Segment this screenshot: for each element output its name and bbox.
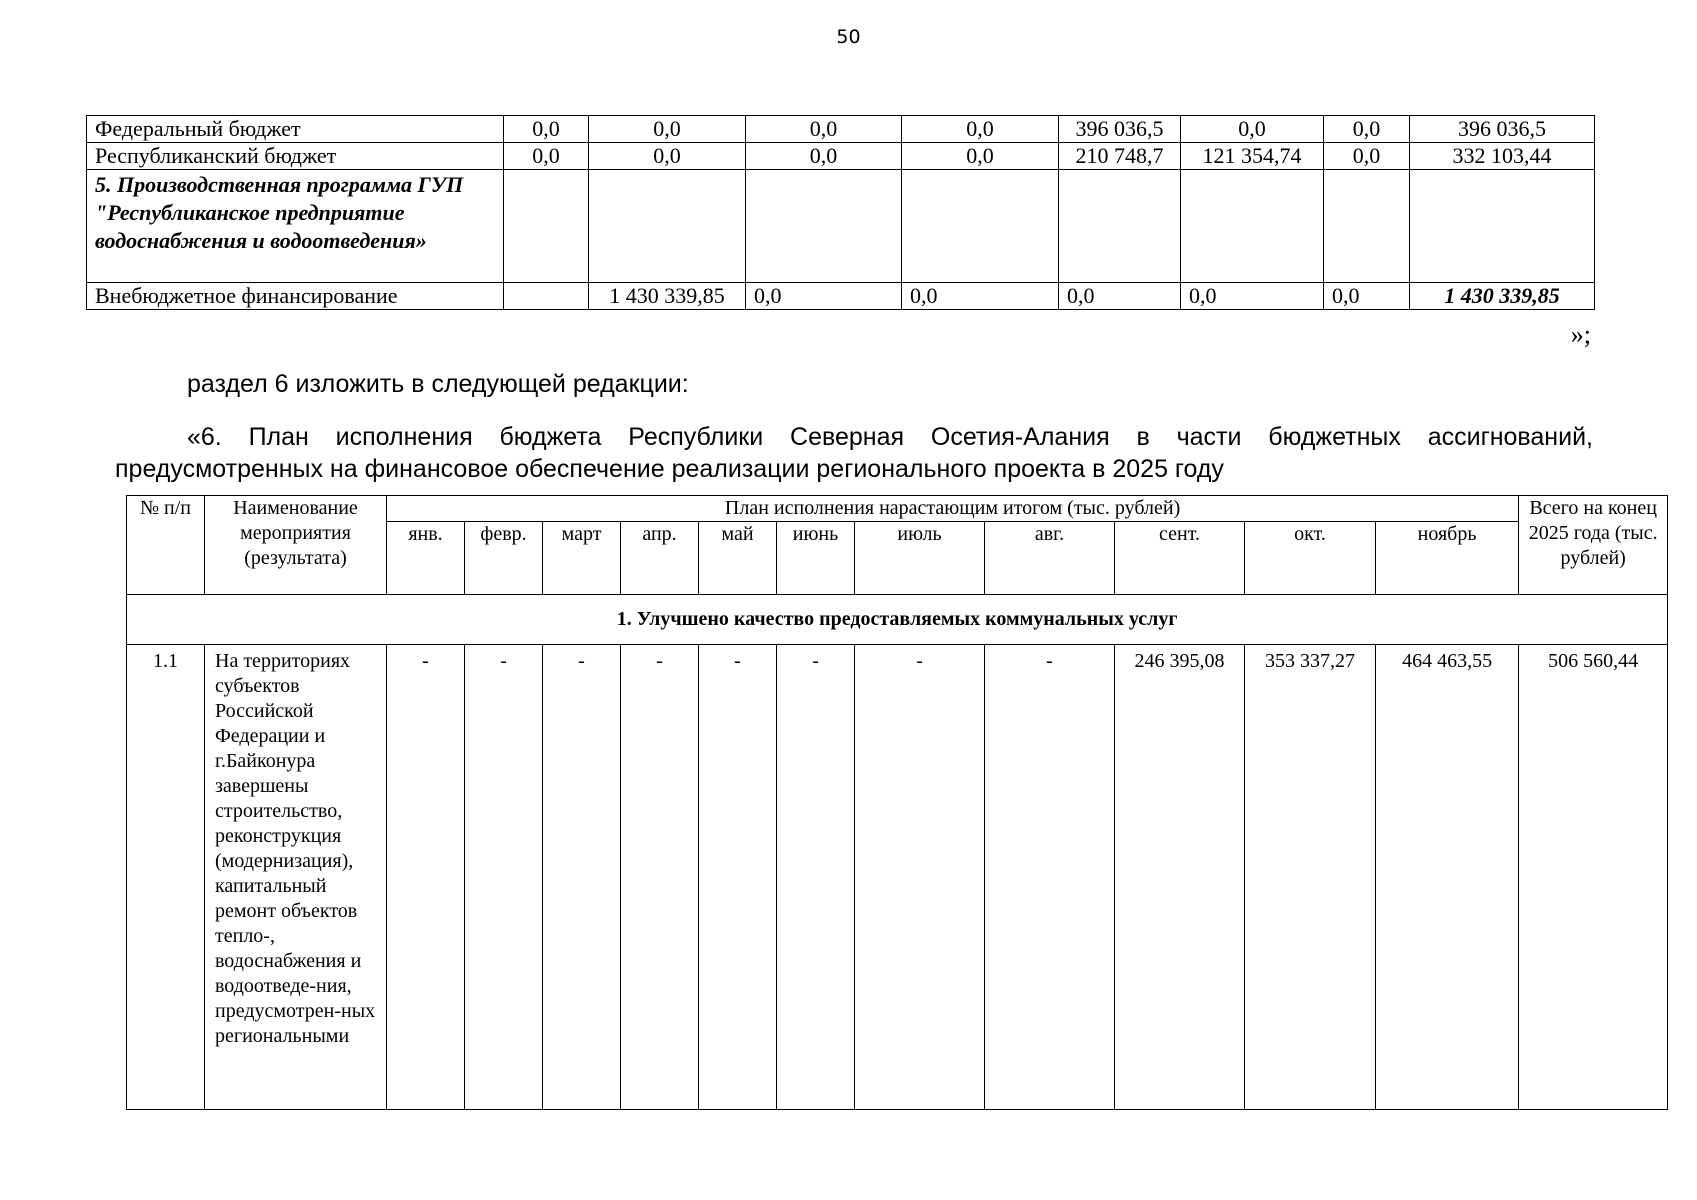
table-cell: 464 463,55 [1376,645,1519,1110]
table-cell [1410,170,1595,283]
table-cell [504,170,589,283]
table-cell: 396 036,5 [1059,116,1181,143]
table-cell: - [543,645,621,1110]
funding-table [86,115,1595,310]
header-month: июль [855,522,985,595]
table-cell: - [985,645,1115,1110]
table-cell: - [699,645,777,1110]
table-row [127,645,1668,1110]
table-cell: 0,0 [504,116,589,143]
table-row-offbudget [87,283,1595,310]
table-cell: - [465,645,543,1110]
table-row-federal [87,116,1595,143]
table-cell: 0,0 [1324,283,1410,310]
section-title: 1. Улучшено качество предоставляемых коммунальных услуг [127,595,1668,645]
table-cell: 0,0 [1324,143,1410,170]
header-total: Всего на конец 2025 года (тыс. рублей) [1519,496,1668,595]
table-cell: 1 430 339,85 [589,283,746,310]
table-cell: 210 748,7 [1059,143,1181,170]
header-month: сент. [1115,522,1245,595]
table-cell [1324,170,1410,283]
header-plan: План исполнения нарастающим итогом (тыс. рублей) [387,496,1519,522]
header-row [127,496,1668,522]
header-num: № п/п [127,496,205,595]
table-cell: 0,0 [1059,283,1181,310]
table-cell: 0,0 [746,283,902,310]
table-cell: - [621,645,699,1110]
table-cell: 0,0 [1324,116,1410,143]
table-cell [589,170,746,283]
table-cell: 246 395,08 [1115,645,1245,1110]
table-cell: 396 036,5 [1410,116,1595,143]
table-row-section-5 [87,170,1595,283]
header-month: апр. [621,522,699,595]
table-cell: 0,0 [589,143,746,170]
row-label: Внебюджетное финансирование [87,283,504,310]
table-cell: 332 103,44 [1410,143,1595,170]
table-cell [746,170,902,283]
table-cell [504,283,589,310]
header-month: февр. [465,522,543,595]
budget-plan-table [126,495,1668,1110]
table-cell: 0,0 [504,143,589,170]
table-cell: - [387,645,465,1110]
header-month: янв. [387,522,465,595]
header-month: авг. [985,522,1115,595]
table-cell: 0,0 [902,283,1059,310]
table-cell: 0,0 [1181,283,1324,310]
table-cell: - [777,645,855,1110]
table-cell: 121 354,74 [1181,143,1324,170]
header-month: июнь [777,522,855,595]
row-label: Республиканский бюджет [87,143,504,170]
header-name: Наименование мероприятия (результата) [205,496,387,595]
table-row-republican [87,143,1595,170]
header-month: май [699,522,777,595]
table-cell: 0,0 [1181,116,1324,143]
table-cell [1181,170,1324,283]
table-cell: 0,0 [746,143,902,170]
table-cell [902,170,1059,283]
paragraph-intro: раздел 6 изложить в следующей редакции: [187,370,689,398]
total-cell: 1 430 339,85 [1410,283,1595,310]
paragraph-section-6-title: «6. План исполнения бюджета Республики Северная Осетия-Алания в части бюджетных ассигнований, предусмотренных на финансовое обеспечение реализации регионального проекта в 2025 году [115,423,1593,483]
section-row [127,595,1668,645]
row-label: Федеральный бюджет [87,116,504,143]
table-cell: 0,0 [902,143,1059,170]
closing-quote: »; [1570,320,1591,349]
row-total: 506 560,44 [1519,645,1668,1110]
table-cell: 0,0 [902,116,1059,143]
section-label: 5. Производственная программа ГУП "Республиканское предприятие водоснабжения и водоотведения» [87,170,504,283]
table-cell: 353 337,27 [1245,645,1376,1110]
header-month: окт. [1245,522,1376,595]
header-month: март [543,522,621,595]
table-cell: - [855,645,985,1110]
row-name: На территориях субъектов Российской Федерации и г.Байконура завершены строительство, реконструкция (модернизация), капитальный ремонт объектов тепло-, водоснабжения и водоотведе-ния, предусмотрен-ных региональными [205,645,387,1110]
table-cell: 0,0 [589,116,746,143]
page-number: 50 [836,26,861,48]
header-month: ноябрь [1376,522,1519,595]
table-cell: 0,0 [746,116,902,143]
table-cell [1059,170,1181,283]
row-num: 1.1 [127,645,205,1110]
